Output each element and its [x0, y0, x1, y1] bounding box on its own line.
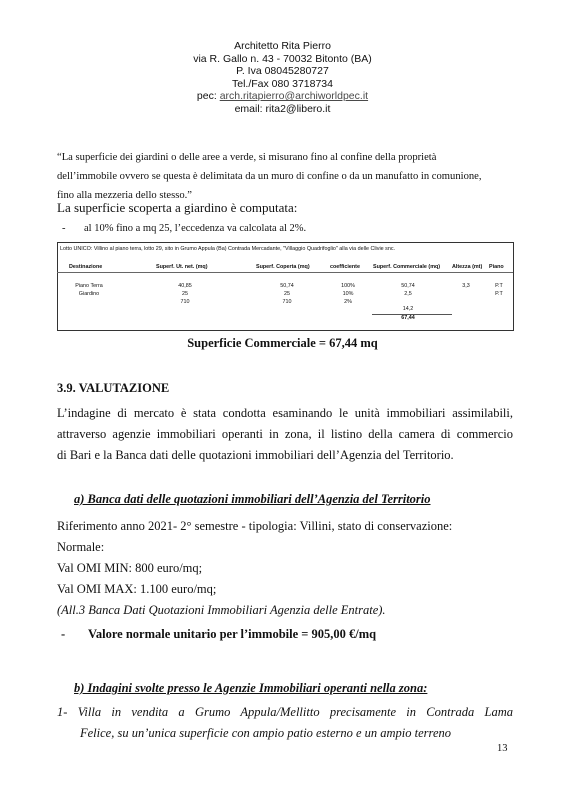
table-cell: 710: [180, 299, 190, 305]
table-total: 67,44: [401, 315, 415, 321]
architect-name: Architetto Rita Pierro: [234, 40, 331, 52]
table-cell: 2%: [344, 299, 352, 305]
table-cell: 25: [182, 291, 188, 297]
section-title: 3.9. VALUTAZIONE: [57, 381, 170, 395]
valutazione-paragraph: [57, 403, 513, 466]
table-cell: 40,85: [178, 283, 192, 289]
paragraph-line: L’indagine di mercato è stata condotta esaminando le unità immobiliari assimilabili,: [57, 406, 513, 420]
omi-min-line: Val OMI MIN: 800 euro/mq;: [57, 561, 203, 575]
table-title: Lotto UNICO: Villino al piano terra, lotto 29, sito in Grumo Appula (Ba) Contrada Mercadante, "Villaggio Quadrifoglio" alla via delle Clivie snc.: [60, 246, 396, 252]
omi-block: [57, 516, 452, 621]
valore-text: Valore normale unitario per l’immobile = 905,00 €/mq: [88, 627, 377, 641]
item-line: 1- Villa in vendita a Grumo Appula/Mellitto precisamente in Contrada Lama: [57, 705, 513, 719]
col-header-superf-utile: Superf. Ut. net. (mq): [156, 264, 208, 270]
table-cell: Piano Terra: [75, 283, 103, 289]
paragraph-line: di Bari e la Banca dati delle quotazioni immobiliari dell’Agenzia del Territorio.: [57, 448, 454, 462]
table-cell: Giardino: [78, 291, 100, 297]
quote-line: dell’immobile ovvero se questa è delimitata da un muro di confine o da un manufatto in comunione,: [57, 171, 482, 182]
pec-label: pec:: [196, 90, 217, 102]
architect-telfax: Tel./Fax 080 3718734: [232, 77, 333, 90]
valore-dash: -: [61, 627, 66, 641]
table-cell: P.T: [495, 291, 503, 297]
table-cell: 2,5: [404, 291, 412, 297]
col-header-altezza: Altezza (mt): [452, 264, 483, 270]
architect-piva: P. Iva 08045280727: [236, 65, 329, 77]
riferimento-line: Riferimento anno 2021- 2° semestre - tipologia: Villini, stato di conservazione:: [57, 519, 453, 533]
garden-sentence: La superficie scoperta a giardino è computata:: [57, 200, 298, 215]
superficie-commerciale: Superficie Commerciale = 67,44 mq: [187, 336, 378, 350]
table-cell: 50,74: [280, 283, 294, 289]
col-header-superf-coperta: Superf. Coperta (mq): [256, 264, 310, 270]
table-cell: 710: [282, 299, 292, 305]
bullet-text: al 10% fino a mq 25, l’eccedenza va calcolata al 2%.: [84, 223, 307, 234]
table-cell: 50,74: [401, 283, 415, 289]
quote-line: “La superficie dei giardini o delle aree a verde, si misurano fino al confine della proprietà: [57, 152, 437, 163]
table-cell: 100%: [341, 283, 355, 289]
garden-bullet: [62, 223, 306, 234]
paragraph-line: attraverso agenzie immobiliari operanti in zona, il listino della camera di commercio: [57, 427, 513, 441]
table-header-rule: [57, 272, 513, 273]
table-cell: P.T: [495, 283, 503, 289]
page-number: 13: [497, 743, 508, 754]
subsection-b-title: b) Indagini svolte presso le Agenzie Immobiliari operanti nella zona:: [74, 681, 428, 695]
architect-address: via R. Gallo n. 43 - 70032 Bitonto (BA): [193, 52, 372, 65]
bullet-dash: -: [62, 223, 66, 234]
garden-quote: [57, 148, 513, 205]
valore-normale: [61, 627, 376, 642]
pec-link[interactable]: arch.ritapierro@archiworldpec.it: [219, 90, 369, 102]
quote-line: fino alla mezzeria dello stesso.”: [57, 190, 193, 201]
omi-max-line: Val OMI MAX: 1.100 euro/mq;: [57, 582, 217, 596]
allegato-line: (All.3 Banca Dati Quotazioni Immobiliari Agenzia delle Entrate).: [57, 603, 386, 617]
letterhead: [0, 40, 565, 115]
architect-pec: [0, 90, 565, 103]
table-cell: 3,3: [462, 283, 470, 289]
agency-item-1: [57, 702, 513, 744]
col-header-destinazione: Destinazione: [69, 264, 103, 270]
col-header-coefficiente: coefficiente: [330, 264, 360, 270]
table-cell: 14,2: [402, 306, 414, 312]
normale-line: Normale:: [57, 540, 105, 554]
architect-email: email: rita2@libero.it: [234, 102, 331, 115]
table-cell: 10%: [342, 291, 354, 297]
col-header-superf-commerciale: Superf. Commerciale (mq): [373, 264, 441, 270]
subsection-a-title: a) Banca dati delle quotazioni immobiliari dell’Agenzia del Territorio: [74, 492, 431, 506]
col-header-piano: Piano: [489, 264, 504, 270]
item-line: Felice, su un’unica superficie con ampio patio esterno e un ampio terreno: [80, 726, 451, 740]
table-cell: 25: [284, 291, 290, 297]
